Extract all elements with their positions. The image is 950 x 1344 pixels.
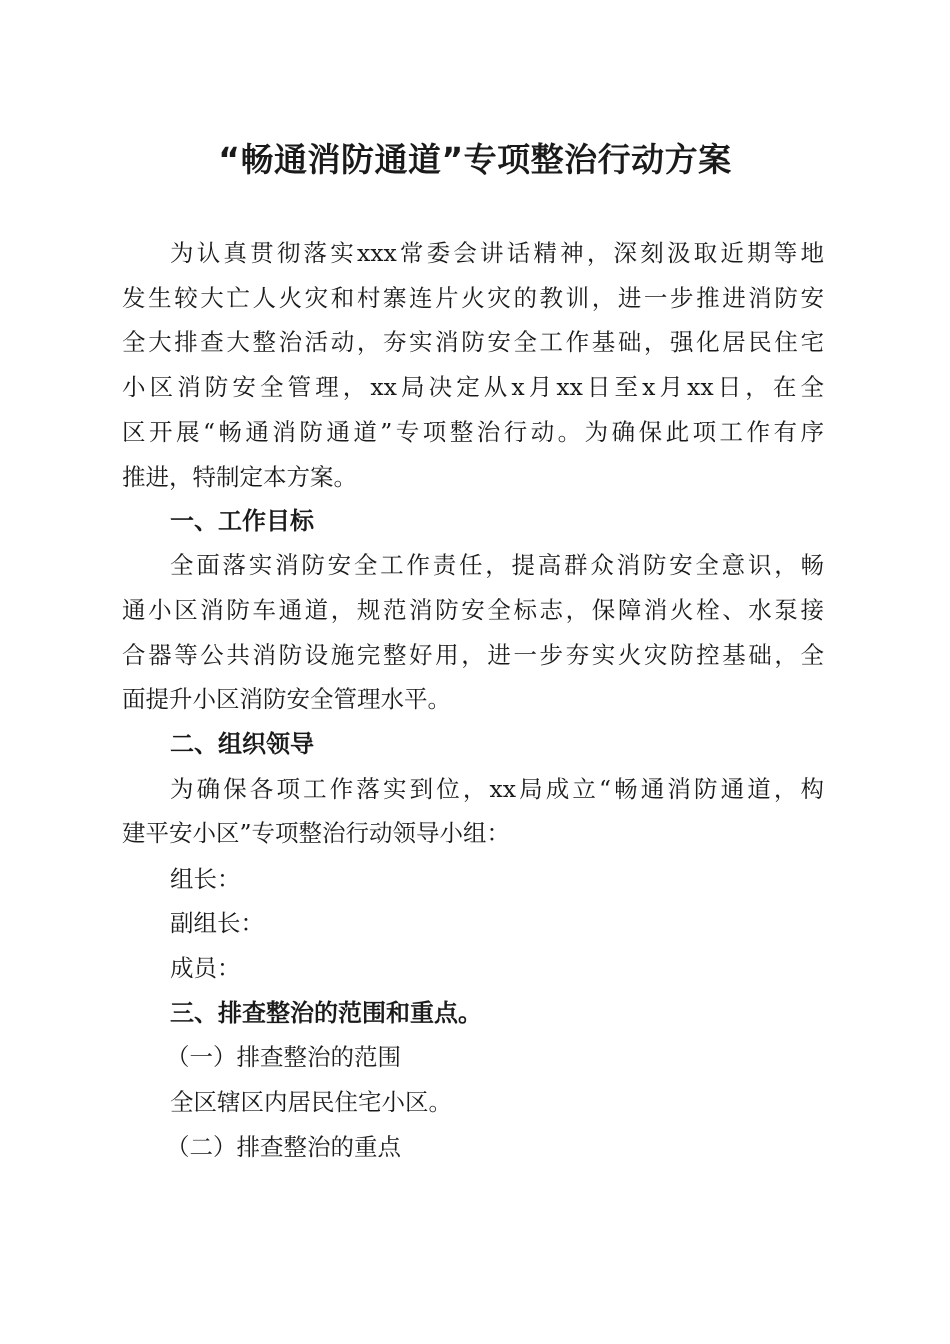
intro-line: 发生较大亡人火灾和村寨连片火灾的教训，进一步推进消防安 xyxy=(122,284,824,312)
section-3-sub-1: （一）排查整治的范围 xyxy=(166,1043,401,1071)
intro-line: 区开展“畅通消防通道”专项整治行动。为确保此项工作有序 xyxy=(122,418,824,446)
section-1-line: 面提升小区消防安全管理水平。 xyxy=(122,685,451,713)
intro-line: 全大排查大整治活动，夯实消防安全工作基础，强化居民住宅 xyxy=(122,328,824,356)
document-title: “畅通消防通道”专项整治行动方案 xyxy=(218,140,732,179)
section-1-line: 合器等公共消防设施完整好用，进一步夯实火灾防控基础，全 xyxy=(122,641,824,669)
intro-line: 为认真贯彻落实xxx常委会讲话精神，深刻汲取近期等地 xyxy=(170,239,824,267)
leader-label: 组长： xyxy=(170,865,241,893)
deputy-label: 副组长： xyxy=(170,909,264,937)
section-2-heading: 二、组织领导 xyxy=(170,730,314,758)
section-3-heading: 三、排查整治的范围和重点。 xyxy=(170,999,482,1027)
section-1-line: 通小区消防车通道，规范消防安全标志，保障消火栓、水泵接 xyxy=(122,596,824,624)
section-1-line: 全面落实消防安全工作责任，提高群众消防安全意识，畅 xyxy=(170,551,824,579)
section-1-heading: 一、工作目标 xyxy=(170,507,314,535)
section-2-line: 建平安小区”专项整治行动领导小组： xyxy=(122,819,511,847)
intro-line: 小区消防安全管理，xx局决定从x月xx日至x月xx日，在全 xyxy=(122,373,824,401)
section-3-sub-2: （二）排查整治的重点 xyxy=(166,1133,401,1161)
intro-line: 推进，特制定本方案。 xyxy=(122,463,357,491)
section-3-sub-1-text: 全区辖区内居民住宅小区。 xyxy=(170,1088,452,1116)
members-label: 成员： xyxy=(170,954,241,982)
section-2-line: 为确保各项工作落实到位，xx局成立“畅通消防通道，构 xyxy=(170,775,824,803)
